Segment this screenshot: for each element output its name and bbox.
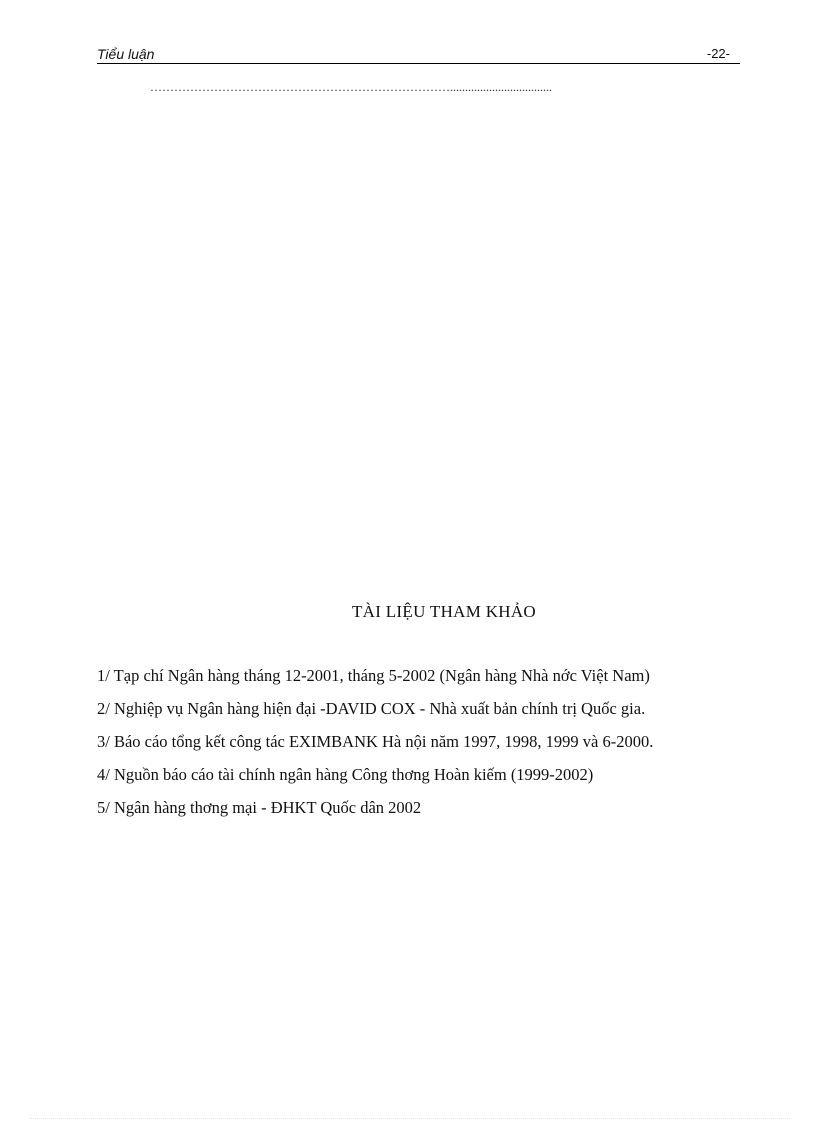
references-title: TÀI LIỆU THAM KHẢO <box>351 602 537 621</box>
reference-item-1: 1/ Tạp chí Ngân hàng tháng 12-2001, tháng 5-2002 (Ngân hàng Nhà nớc Việt Nam) <box>97 666 650 685</box>
header-title: Tiểu luận <box>97 46 155 62</box>
page-number: -22- <box>706 46 730 61</box>
footer-dotted-border <box>30 1118 790 1119</box>
dotted-separator: ………………………………………………………………….................................. <box>150 80 552 94</box>
reference-item-4: 4/ Nguồn báo cáo tài chính ngân hàng Công thơng Hoàn kiếm (1999-2002) <box>97 765 594 784</box>
references-list <box>97 664 738 829</box>
reference-item-3: 3/ Báo cáo tổng kết công tác EXIMBANK Hà nội năm 1997, 1998, 1999 và 6-2000. <box>97 732 654 751</box>
page-header <box>97 46 740 64</box>
reference-item-5: 5/ Ngân hàng thơng mại - ĐHKT Quốc dân 2002 <box>97 798 422 817</box>
reference-item-2: 2/ Nghiệp vụ Ngân hàng hiện đại -DAVID COX - Nhà xuất bản chính trị Quốc gia. <box>97 699 646 718</box>
